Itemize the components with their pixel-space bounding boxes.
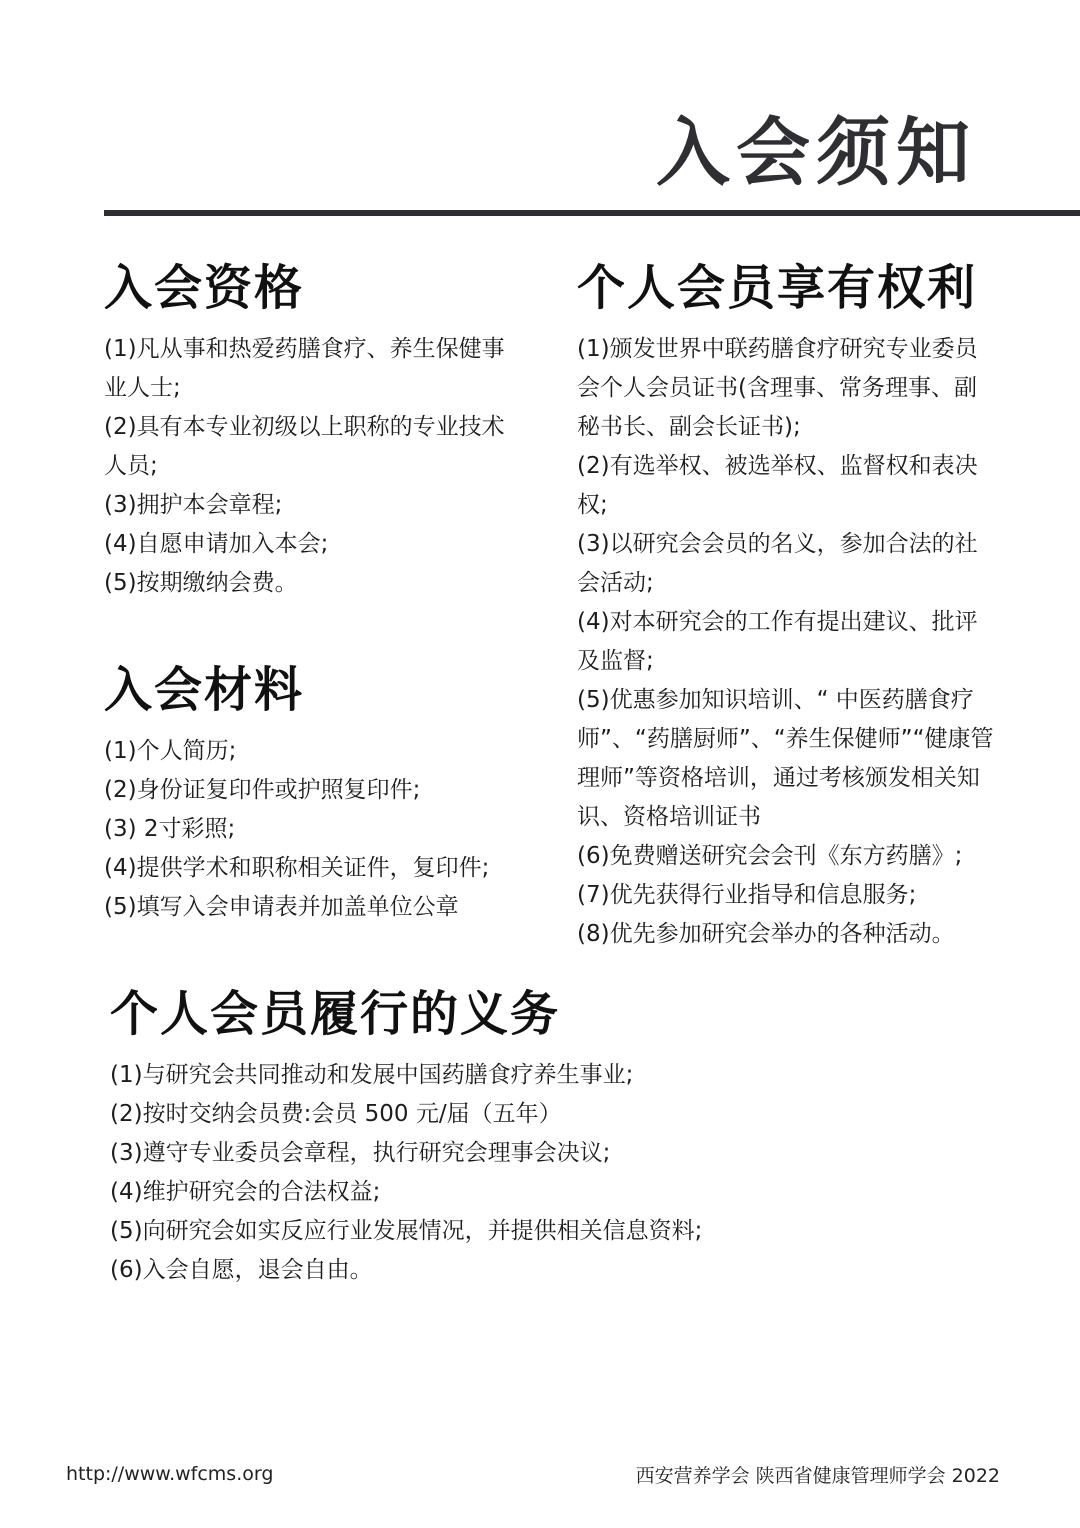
list-item: (4)自愿申请加入本会; — [104, 531, 329, 557]
list-item: (5)填写入会申请表并加盖单位公章 — [104, 894, 459, 920]
list-item: (6)入会自愿，退会自由。 — [110, 1257, 373, 1283]
list-item: (4)对本研究会的工作有提出建议、批评及监督; — [577, 609, 978, 674]
list-item: (5)向研究会如实反应行业发展情况，并提供相关信息资料; — [110, 1218, 703, 1244]
rights-section — [577, 258, 997, 954]
list-item: (1)个人简历; — [104, 738, 237, 764]
list-item: (2)有选举权、被选举权、监督权和表决权; — [577, 453, 978, 518]
rights-heading: 个人会员享有权利 — [577, 260, 978, 316]
list-item: (7)优先获得行业指导和信息服务; — [577, 882, 917, 908]
list-item: (6)免费赠送研究会会刊《东方药膳》; — [577, 843, 963, 869]
list-item: (1)凡从事和热爱药膳食疗、养生保健事业人士; — [104, 336, 505, 401]
footer-url[interactable]: http://www.wfcms.org — [66, 1463, 274, 1485]
qualification-heading: 入会资格 — [104, 260, 305, 316]
list-item: (3)遵守专业委员会章程，执行研究会理事会决议; — [110, 1140, 611, 1166]
title-divider — [104, 210, 1080, 216]
list-item: (5)优惠参加知识培训、“ 中医药膳食疗师”、“药膳厨师”、“养生保健师”“健康管理师”等资格培训，通过考核颁发相关知识、资格培训证书 — [577, 687, 994, 830]
list-item: (8)优先参加研究会举办的各种活动。 — [577, 921, 955, 947]
footer-organizations: 西安营养学会 陕西省健康管理师学会 2022 — [635, 1465, 1000, 1487]
list-item: (3)拥护本会章程; — [104, 492, 283, 518]
list-item: (2)按时交纳会员费:会员 500 元/届（五年） — [110, 1101, 562, 1127]
list-item: (1)与研究会共同推动和发展中国药膳食疗养生事业; — [110, 1062, 634, 1088]
qualification-list — [104, 330, 524, 603]
materials-list — [104, 732, 524, 927]
qualification-section — [104, 258, 524, 603]
list-item: (2)具有本专业初级以上职称的专业技术人员; — [104, 414, 505, 479]
list-item: (5)按期缴纳会费。 — [104, 570, 298, 596]
materials-heading: 入会材料 — [104, 662, 305, 718]
list-item: (1)颁发世界中联药膳食疗研究专业委员会个人会员证书(含理事、常务理事、副秘书长、副会长证书); — [577, 336, 978, 440]
page-title: 入会须知 — [656, 110, 976, 196]
list-item: (4)提供学术和职称相关证件，复印件; — [104, 855, 490, 881]
rights-list — [577, 330, 997, 954]
list-item: (3) 2寸彩照; — [104, 816, 236, 842]
obligations-heading: 个人会员履行的义务 — [110, 986, 561, 1042]
obligations-section — [110, 984, 830, 1290]
list-item: (4)维护研究会的合法权益; — [110, 1179, 381, 1205]
materials-section — [104, 660, 524, 927]
obligations-list — [110, 1056, 830, 1290]
list-item: (3)以研究会会员的名义，参加合法的社会活动; — [577, 531, 978, 596]
list-item: (2)身份证复印件或护照复印件; — [104, 777, 421, 803]
